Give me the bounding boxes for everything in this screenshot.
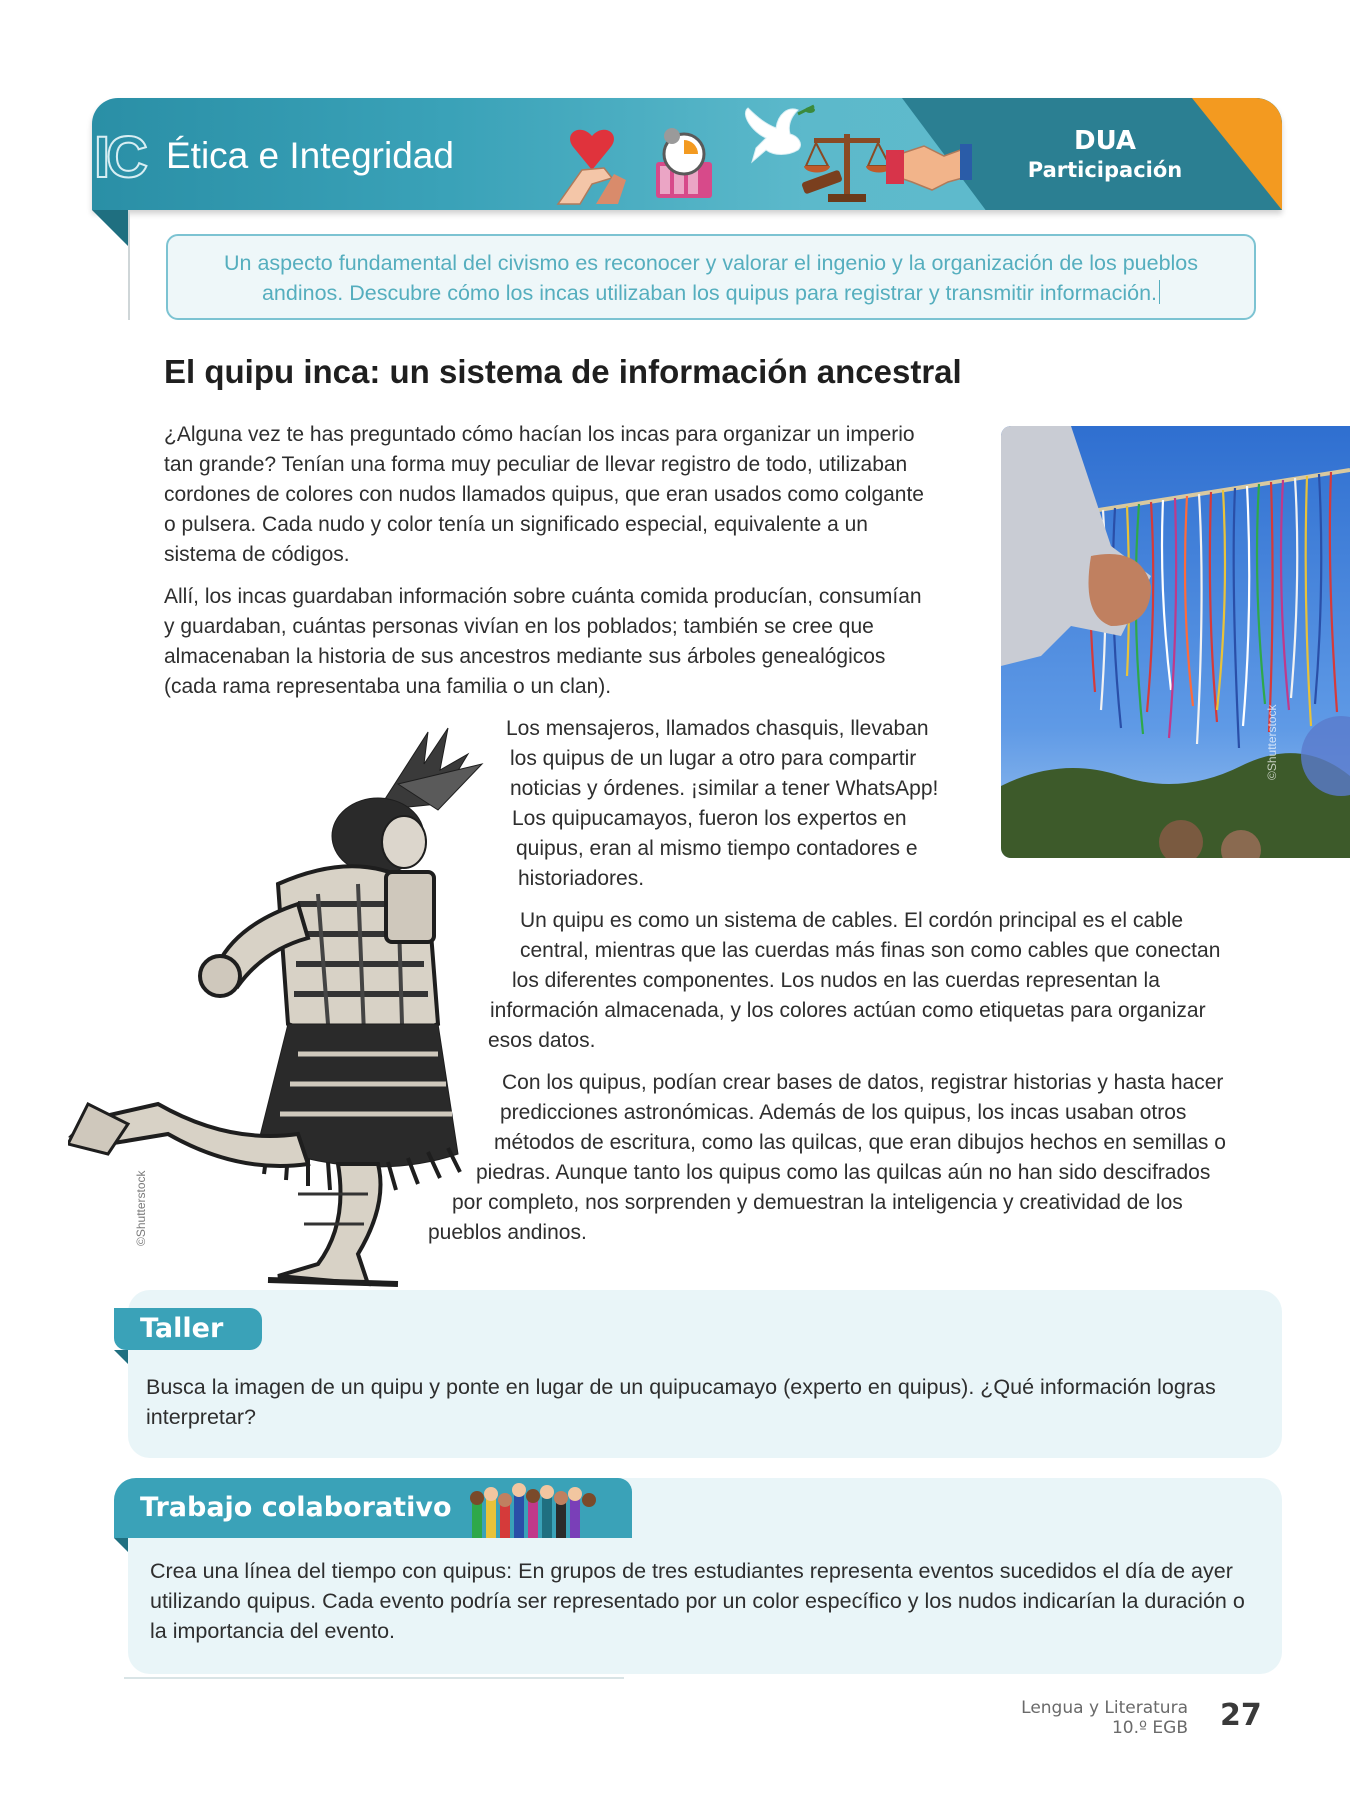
quipu-photo: [1001, 426, 1350, 858]
scales-of-justice-icon: [801, 134, 892, 202]
ic-logo: IC: [94, 125, 144, 190]
footer-grade: 10.º EGB: [1111, 1718, 1188, 1738]
text-line: ¿Alguna vez te has preguntado cómo hacían los incas para organizar un imperio: [164, 423, 915, 446]
text-line: por completo, nos sorprenden y demuestran la inteligencia y creatividad de los: [452, 1191, 1183, 1214]
intro-box: [166, 234, 1256, 320]
text-line: piedras. Aunque tanto los quipus como las quilcas aún no han sido descifrados: [476, 1161, 1211, 1184]
text-caret: [1159, 280, 1160, 304]
photo-credit: ©Shutterstock: [1265, 704, 1279, 780]
taller-text: Busca la imagen de un quipu y ponte en lugar de un quipucamayo (experto en quipus). ¿Qué información logras interpretar?: [146, 1375, 1216, 1429]
text-line: almacenaban la historia de sus ancestros mediante sus árboles genealógicos: [164, 645, 886, 668]
taller-label: Taller: [114, 1308, 262, 1350]
paragraph-1: [164, 420, 969, 570]
text-line: (cada rama representaba una familia o un clan).: [164, 675, 612, 698]
intro-line-2: [188, 278, 1234, 308]
handshake-icon: [886, 144, 972, 190]
text-line: Con los quipus, podían crear bases de datos, registrar historias y hasta hacer: [502, 1071, 1224, 1094]
raised-hands-icon: [468, 1480, 598, 1538]
text-line: predicciones astronómicas. Además de los quipus, los incas usaban otros: [500, 1101, 1187, 1124]
heart-hand-icon: [558, 130, 626, 204]
text-line: cordones de colores con nudos llamados quipus, que eran usados como colgante: [164, 483, 924, 506]
collab-label: Trabajo colaborativo: [114, 1478, 632, 1538]
illustration-credit: ©Shutterstock: [134, 1170, 148, 1246]
section-title: Ética e Integridad: [166, 135, 454, 176]
dua-label: DUA: [1073, 126, 1137, 156]
text-line: esos datos.: [488, 1029, 596, 1052]
text-line: Los quipucamayos, fueron los expertos en: [512, 807, 907, 830]
text-line: pueblos andinos.: [428, 1221, 587, 1244]
text-line: sistema de códigos.: [164, 543, 350, 566]
header-fold: [92, 210, 130, 248]
text-line: los quipus de un lugar a otro para compartir: [510, 747, 917, 770]
collab-text: Crea una línea del tiempo con quipus: En grupos de tres estudiantes representa eventos sucedidos el día de ayer utilizando quipus. Cada evento podría ser representado por un color específico y los nudos indicarían la duración o la importancia del evento.: [150, 1559, 1245, 1643]
paragraph-3: [506, 714, 968, 894]
paragraph-4: [490, 906, 1280, 1056]
intro-line-1: Un aspecto fundamental del civismo es reconocer y valorar el ingenio y la organización de los pueblos: [223, 251, 1199, 275]
dove-icon: [745, 106, 815, 162]
text-line: Allí, los incas guardaban información sobre cuánta comida producían, consumían: [164, 585, 922, 608]
dua-sub: Participación: [1027, 158, 1183, 182]
side-divider: [128, 210, 130, 320]
page-number: 27: [1220, 1698, 1262, 1733]
taller-tab-fold: [114, 1350, 128, 1364]
text-line: noticias y órdenes. ¡similar a tener WhatsApp!: [510, 777, 939, 800]
chasqui-illustration: [68, 724, 488, 1290]
article-title: El quipu inca: un sistema de información ancestral: [164, 353, 962, 390]
text-line: quipus, eran al mismo tiempo contadores e: [516, 837, 918, 860]
dua-badge: [1000, 126, 1210, 184]
text-line: Un quipu es como un sistema de cables. El cordón principal es el cable: [520, 909, 1184, 932]
text-line: Los mensajeros, llamados chasquis, llevaban: [506, 717, 929, 740]
calendar-clock-icon: [656, 128, 712, 198]
text-line: o pulsera. Cada nudo y color tenía un significado especial, equivalente a un: [164, 513, 868, 536]
text-line: los diferentes componentes. Los nudos en las cuerdas representan la: [512, 969, 1160, 992]
text-line: información almacenada, y los colores actúan como etiquetas para organizar: [490, 999, 1206, 1022]
text-line: historiadores.: [518, 867, 645, 890]
footer-subject: Lengua y Literatura: [1021, 1698, 1188, 1718]
text-line: tan grande? Tenían una forma muy peculiar de llevar registro de todo, utilizaban: [164, 453, 908, 476]
paragraph-5: [428, 1068, 1280, 1248]
collab-tab-fold: [114, 1538, 128, 1552]
paragraph-2: [164, 582, 969, 702]
intro-line-2-text: andinos. Descubre cómo los incas utilizaban los quipus para registrar y transmitir información.: [261, 281, 1158, 305]
bottom-divider: [124, 1677, 624, 1679]
text-line: central, mientras que las cuerdas más finas son como cables que conectan: [520, 939, 1221, 962]
header-icons: [552, 104, 972, 210]
text-line: y guardaban, cuántas personas vivían en los poblados; también se cree que: [164, 615, 874, 638]
text-line: métodos de escritura, como las quilcas, que eran dibujos hechos en semillas o: [494, 1131, 1226, 1154]
